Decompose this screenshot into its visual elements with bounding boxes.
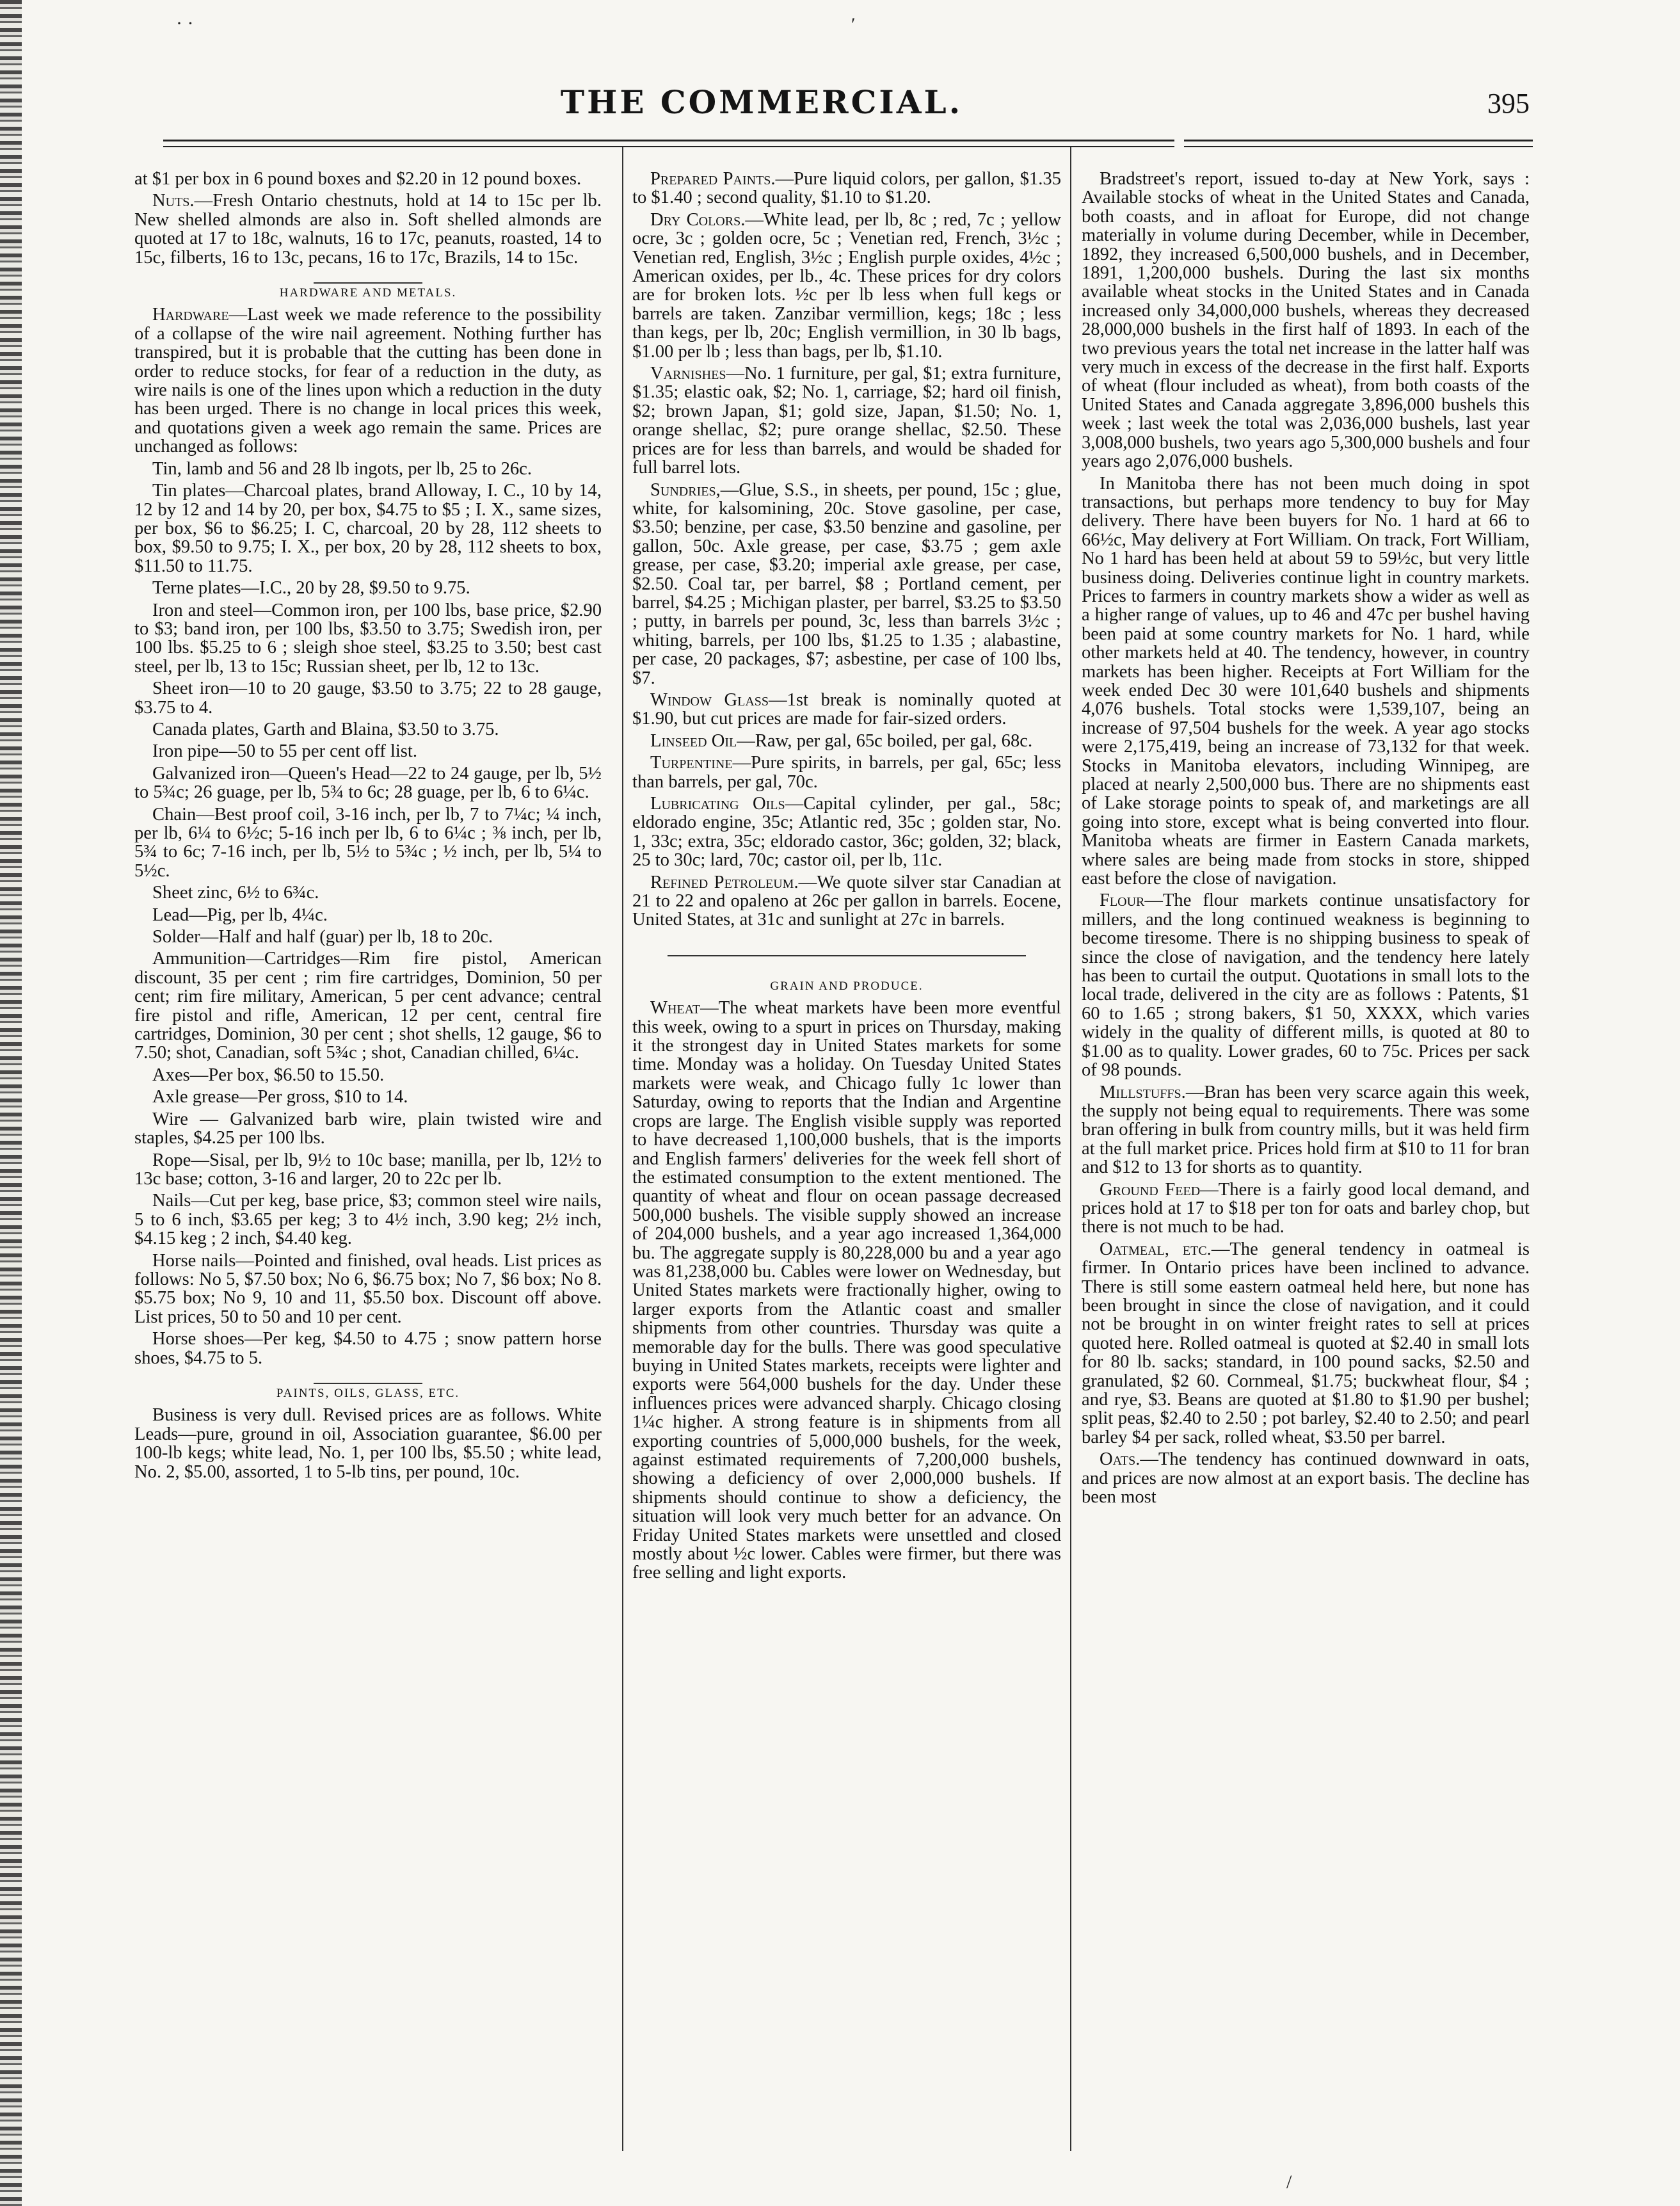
paragraph bbox=[632, 170, 1061, 207]
column-divider bbox=[1070, 147, 1071, 2151]
paragraph bbox=[134, 305, 602, 456]
paragraph bbox=[632, 481, 1061, 688]
column-1 bbox=[134, 170, 602, 1485]
paragraph: Business is very dull. Revised prices are as follows. White Leads—pure, ground in oil, Association guarantee, $6.00 per 100-lb kegs; white lead, No. 1, per 100 lbs, $5.50 ; white lead, No. 2, $5.00, assorted, 1 to 5-lb tins, per pound, 10c. bbox=[134, 1405, 602, 1482]
paragraph: Sheet iron—10 to 20 gauge, $3.50 to 3.75; 22 to 28 gauge, $3.75 to 4. bbox=[134, 679, 602, 718]
paragraph-lead: Oats. bbox=[1100, 1449, 1140, 1470]
paragraph-lead: Ground Feed bbox=[1100, 1179, 1201, 1200]
paragraph: Ammunition—Cartridges—Rim fire pistol, American discount, 35 per cent ; rim fire cartridges, Dominion, 50 per cent; rim fire military, American, 5 per cent advance; central fire pistol and rifle, American, 12 per cent, central fire cartridges, Dominion, 30 per cent ; shot shells, 12 gauge, $6 to 7.50; shot, Canadian, soft 5¾c ; shot, Canadian chilled, 6¼c. bbox=[134, 949, 602, 1063]
paragraph: Horse nails—Pointed and finished, oval heads. List prices as follows: No 5, $7.50 box; No 6, $6.75 box; No 7, $6 box; No 8. $5.75 box; No 9, 10 and 11, $5.50 box. Discount off above. List prices, 50 to 50 and 10 per cent. bbox=[134, 1250, 602, 1327]
paragraph bbox=[632, 211, 1061, 361]
page-header bbox=[134, 83, 1530, 122]
section-heading: PAINTS, OILS, GLASS, ETC. bbox=[276, 1386, 460, 1400]
section-heading: HARDWARE AND METALS. bbox=[279, 286, 457, 300]
paragraph-lead: Window Glass bbox=[650, 689, 769, 710]
paragraph-text: —White lead, per lb, 8c ; red, 7c ; yellow ocre, 3c ; golden ocre, 5c ; Venetian red, French, 3½c ; Venetian red, English, 3½c ; English purple oxides, 4½c ; American oxides, per lb., 4c. These prices for dry colors are for broken lots. ½c per lb less when full kegs or barrels are taken. Zanzibar vermillion, kegs; 18c ; less than kegs, per lb, 20c; English vermillion, in 30 lb bags, $1.00 per lb ; less than bags, per lb, $1.10. bbox=[632, 209, 1061, 362]
paragraph bbox=[632, 794, 1061, 870]
paragraph: Horse shoes—Per keg, $4.50 to 4.75 ; snow pattern horse shoes, $4.75 to 5. bbox=[134, 1329, 602, 1368]
paragraph: Solder—Half and half (guar) per lb, 18 to 20c. bbox=[152, 927, 493, 947]
paragraph: Tin, lamb and 56 and 28 lb ingots, per lb, 25 to 26c. bbox=[152, 458, 532, 479]
paragraph: Tin plates—Charcoal plates, brand Alloway, I. C., 10 by 14, 12 by 12 and 14 by 20, per box, $4.75 to $5 ; I. X., same sizes, per box, $6 to $6.25; I. C, charcoal, 20 by 28, 112 sheets to box, $9.50 to 9.75; I. X., per box, 20 by 28, 112 sheets to box, $11.50 to 11.75. bbox=[134, 481, 602, 576]
header-rule-right bbox=[1184, 140, 1533, 147]
paragraph-text: —Pure liquid colors, per gallon, $1.35 to $1.40 ; second quality, $1.10 to $1.20. bbox=[632, 169, 1062, 208]
paragraph-lead: Sundries, bbox=[650, 479, 721, 500]
paragraph-lead: Turpentine bbox=[650, 753, 733, 773]
paragraph-text: —Last week we made reference to the possibility of a collapse of the wire nail agreement. Nothing further has transpired, but it is probable that the cutting has been done in order to reduce stocks, for fear of a reduction in the duty, as wire nails is one of the lines upon which a reduction in the duty has been urged. There is no change in local prices this week, and quotations given a week ago remain the same. Prices are unchanged as follows: bbox=[134, 305, 602, 457]
paragraph: Lead—Pig, per lb, 4¼c. bbox=[152, 905, 328, 925]
margin-mark: ′ bbox=[851, 14, 856, 35]
paragraph-text: —The general tendency in oatmeal is firmer. In Ontario prices have been inclined to advance. There is still some eastern oatmeal held here, but none has been brought in since the close of navigation, and it could not be brought in on winter freight rates to sell at prices quoted here. Rolled oatmeal is quoted at $2.40 in small lots for 80 lb. sacks; standard, in 100 pound sacks, $2.50 and granulated, $2 60. Cornmeal, $1.75; buckwheat flour, $4 ; and rye, $3. Beans are quoted at $1.80 to $1.90 per bushel; split peas, $2.40 to 2.50 ; pot barley, $2.40 to 2.50; and pearl barley $4 per sack, rolled wheat, $3.50 per barrel. bbox=[1082, 1239, 1530, 1447]
paragraph-text: —We quote silver star Canadian at 21 to 22 and opaleno at 26c per gallon in barrels. Eocene, United States, at 31c and sunlight at 27c in barrels. bbox=[632, 872, 1061, 930]
paragraph: In Manitoba there has not been much doing in spot transactions, but perhaps more tendency to buy for May delivery. There have been buyers for No. 1 hard at 66 to 66½c, May delivery at Fort William. On track, Fort William, No 1 hard has been held at about 59 to 59½c, but very little business doing. Deliveries continue light in country markets. Prices to farmers in country markets show a wider as well as a higher range of values, up to 46 and 47c per bushel having been paid at some country markets for No. 1 hard, while other markets held at 40. The tendency, however, in country markets has been higher. Receipts at Fort William for the week ended Dec 30 were 101,640 bushels and shipments 4,076 bushels. Total stocks were 1,539,107, being an increase of 97,504 bushels for the week. A year ago stocks were 2,175,419, being an increase of 73,132 for that week. Stocks in Manitoba elevators, including Winnipeg, are placed at nearly 2,500,000 bus. There are no shipments east of Lake storage points to speak of, and marketings are all going into store, except what is being converted into flour. Manitoba wheats are firmer in Eastern Canada markets, where sales are being made from stocks in store, shipped east before the close of navigation. bbox=[1082, 473, 1530, 889]
paragraph-text: —1st break is nominally quoted at $1.90, but cut prices are made for fair-sized orders. bbox=[632, 689, 1062, 729]
paragraph-text: —The flour markets continue unsatisfactory for millers, and the long continued weakness is beginning to become tiresome. There is no shipping business to speak of since the close of navigation, and the tendency here lately has been to curtail the output. Quotations in small lots to the local trade, delivered in the city are as follows : Patents, $1 60 to 1.65 ; strong bakers, $1 50, XXXX, which varies widely in the quality of different mills, is quoted at 80 to $1.00 as to quality. Lower grades, 60 to 75c. Prices per sack of 98 pounds. bbox=[1082, 890, 1530, 1081]
paragraph-text: —There is a fairly good local demand, and prices hold at 17 to $18 per ton for oats and barley chop, but there is not much to be had. bbox=[1082, 1179, 1530, 1237]
paragraph: Sheet zinc, 6½ to 6¾c. bbox=[152, 883, 319, 903]
paragraph bbox=[1082, 1450, 1530, 1506]
margin-mark: · · bbox=[176, 13, 194, 34]
header-rule-left bbox=[163, 140, 1174, 147]
paragraph-text: —No. 1 furniture, per gal, $1; extra furniture, $1.35; elastic oak, $2; No. 1, carriage, $2; hard oil finish, $2; brown Japan, $1; gold size, Japan, $1.50; No. 1, orange shellac, $2; pure orange shellac, $2.50. These prices are for less than barrels, and would be shaded for full barrel lots. bbox=[632, 364, 1061, 478]
paragraph: Iron pipe—50 to 55 per cent off list. bbox=[152, 741, 417, 762]
paragraph: Iron and steel—Common iron, per 100 lbs, base price, $2.90 to $3; band iron, per 100 lbs, $3.50 to 3.75; Swedish iron, per 100 lbs. $5.25 to 6 ; sleigh shoe steel, $3.25 to 3.50; best cast steel, per lb, 13 to 15c; Russian sheet, per lb, 12 to 13c. bbox=[134, 600, 602, 677]
paragraph: Canada plates, Garth and Blaina, $3.50 to 3.75. bbox=[152, 719, 499, 739]
paragraph-lead: Oatmeal, etc. bbox=[1100, 1239, 1212, 1259]
paragraph bbox=[1082, 1240, 1530, 1447]
column-divider bbox=[622, 147, 623, 2151]
paragraph: Terne plates—I.C., 20 by 28, $9.50 to 9.75. bbox=[152, 578, 470, 599]
paragraph-lead: Wheat bbox=[650, 998, 701, 1018]
section-rule bbox=[668, 955, 1026, 956]
paragraph bbox=[632, 691, 1061, 729]
paragraph bbox=[632, 999, 1061, 1582]
masthead-title: THE COMMERCIAL. bbox=[560, 83, 963, 121]
paragraph-text: —Bran has been very scarce again this week, the supply not being equal to requirements. There was some bran offering in bulk from country mills, but it was held firm at the full market price. Prices hold firm at $10 to 11 for bran and $12 to 13 for shorts as to quantity. bbox=[1082, 1082, 1530, 1178]
paragraph-text: —Glue, S.S., in sheets, per pound, 15c ; glue, white, for kalsomining, 20c. Stove gasoline, per case, $3.50; benzine, per case, $3.50 benzine and gasoline, per gallon, 50c. Axle grease, per case, $3.75 ; gem axle grease, per case, $3.20; imperial axle grease, per case, $2.50. Coal tar, per barrel, $8 ; Portland cement, per barrel, $4.25 ; Michigan plaster, per barrel, $3.25 to $3.50 ; putty, in barrels per pound, 3c, less than barrels 3½c ; whiting, barrels, per 100 lbs, $1.25 to 1.35 ; alabastine, per case, 20 packages, $7; asbestine, per case of 100 lbs, $7. bbox=[632, 479, 1061, 688]
paragraph bbox=[134, 191, 602, 267]
paragraph-lead: Flour bbox=[1100, 890, 1145, 911]
paragraph: at $1 per box in 6 pound boxes and $2.20 in 12 pound boxes. bbox=[134, 169, 582, 189]
paragraph: Bradstreet's report, issued to-day at New York, says : Available stocks of wheat in the United States and Canada, both coasts, and in afloat for Europe, did not change materially in volume during December, while in December, 1892, they increased 6,500,000 bushels, and in December, 1891, 1,200,000 bushels. During the last six months available wheat stocks in the United States and in Canada increased only 34,000,000 bushels, whereas they decreased 28,000,000 bushels in the first half of 1893. In each of the two previous years the total net increase in the latter half was very much in excess of the decrease in the first half. Exports of wheat (flour included as wheat), from both coasts of the United States and Canada aggregate 3,896,000 bushels this week ; last week the total was 2,036,000 bushels, last year 3,008,000 bushels, two years ago 5,300,000 bushels and four years ago 2,076,000 bushels. bbox=[1082, 169, 1530, 472]
column-2 bbox=[632, 170, 1061, 1586]
paragraph bbox=[632, 364, 1061, 477]
paragraph: Rope—Sisal, per lb, 9½ to 10c base; manilla, per lb, 12½ to 13c base; cotton, 3-16 and larger, 20 to 22c per lb. bbox=[134, 1150, 602, 1189]
column-3 bbox=[1082, 170, 1530, 1510]
paragraph-lead: Dry Colors. bbox=[650, 209, 746, 230]
paragraph bbox=[1082, 891, 1530, 1079]
paragraph-lead: Nuts. bbox=[152, 191, 195, 211]
paragraph: Chain—Best proof coil, 3-16 inch, per lb, 7 to 7¼c; ¼ inch, per lb, 6¼ to 6½c; 5-16 inch per lb, 6 to 6¼c ; ⅜ inch, per lb, 5¾ to 6c; 7-16 inch, per lb, 5½ to 5¾c ; ½ inch, per lb, 5¼ to 5½c. bbox=[134, 804, 602, 881]
paragraph-text: —The wheat markets have been more eventful this week, owing to a spurt in prices on Thursday, making it the strongest day in United States markets for some time. Monday was a holiday. On Tuesday United States markets were weak, and Chicago fully 1c lower than Saturday, owing to reports that the Indian and Argentine crops are large. The English visible supply was reported to have decreased 1,100,000 bushels, that is the imports and English farmers' deliveries for the week fell short of the estimated consumption to the extent mentioned. The quantity of wheat and flour on ocean passage decreased 500,000 bushels. The visible supply showed an increase of 204,000 bushels, and a year ago increased 1,364,000 bu. The aggregate supply is 80,228,000 bu and a year ago was 81,238,000 bu. Cables were lower on Wednesday, but United States markets were fractionally higher, owing to larger exports from the Atlantic coast and smaller shipments from other countries. Thursday was quite a memorable day for the bulls. There was good speculative buying in United States markets, receipts were lighter and exports were 564,000 bushels for the day. Under these influences prices were advanced sharply. Chicago closing 1¼c higher. A strong feature is in shipments from all exporting countries of 5,000,000 bushels, for the week, against estimated requirements of 7,200,000 bushels, showing a deficiency of over 2,000,000 bushels. If shipments should continue to show a deficiency, the situation will look very much better for an advance. On Friday United States markets were unsettled and closed mostly about ½c lower. Cables were firmer, but there was free selling and light exports. bbox=[632, 998, 1061, 1583]
paragraph-lead: Linseed Oil bbox=[650, 730, 737, 751]
paragraph bbox=[1082, 1180, 1530, 1237]
paragraph: Galvanized iron—Queen's Head—22 to 24 gauge, per lb, 5½ to 5¾c; 26 guage, per lb, 5¾ to 6c; 28 guage, per lb, 6 to 6¼c. bbox=[134, 763, 602, 803]
paragraph bbox=[632, 873, 1061, 930]
section-heading: GRAIN AND PRODUCE. bbox=[770, 979, 924, 993]
paragraph-lead: Millstuffs. bbox=[1100, 1082, 1186, 1102]
paragraph: Axle grease—Per gross, $10 to 14. bbox=[152, 1087, 408, 1107]
paragraph: Wire — Galvanized barb wire, plain twisted wire and staples, $4.25 per 100 lbs. bbox=[134, 1109, 602, 1148]
paragraph-lead: Refined Petroleum. bbox=[650, 872, 799, 892]
paragraph-text: —Pure spirits, in barrels, per gal, 65c; less than barrels, per gal, 70c. bbox=[632, 753, 1061, 792]
paragraph bbox=[632, 753, 1061, 791]
paragraph bbox=[632, 732, 1061, 750]
paragraph-text: —The tendency has continued downward in oats, and prices are now almost at an export basis. The decline has been most bbox=[1082, 1449, 1530, 1508]
paragraph-text: —Capital cylinder, per gal., 58c; eldorado engine, 35c; Atlantic red, 35c ; golden star, No. 1, 33c; extra, 35c; eldorado castor, 36c; golden, 32; black, 25 to 30c; lard, 70c; castor oil, per lb, 11c. bbox=[632, 794, 1061, 871]
paragraph-lead: Varnishes bbox=[650, 364, 726, 384]
margin-mark: / bbox=[1286, 2171, 1292, 2193]
page-number: 395 bbox=[1487, 88, 1530, 119]
paragraph-text: —Fresh Ontario chestnuts, hold at 14 to 15c per lb. New shelled almonds are also in. Soft shelled almonds are quoted at 17 to 18c, walnuts, 16 to 17c, peanuts, roasted, 14 to 15c, filberts, 16 to 13c, pecans, 16 to 17c, Brazils, 14 to 15c. bbox=[134, 191, 602, 268]
page-binding-edge bbox=[0, 0, 22, 2206]
paragraph: Nails—Cut per keg, base price, $3; common steel wire nails, 5 to 6 inch, $3.65 per keg; 3 to 4½ inch, 3.90 keg; 2½ inch, $4.15 keg ; 2 inch, $4.40 keg. bbox=[134, 1191, 602, 1249]
paragraph-lead: Prepared Paints. bbox=[650, 169, 776, 189]
paragraph-text: —Raw, per gal, 65c boiled, per gal, 68c. bbox=[737, 730, 1033, 751]
paragraph-lead: Hardware bbox=[152, 305, 229, 325]
paragraph: Axes—Per box, $6.50 to 15.50. bbox=[152, 1065, 385, 1085]
paragraph-lead: Lubricating Oils bbox=[650, 794, 785, 814]
paragraph bbox=[1082, 1083, 1530, 1177]
